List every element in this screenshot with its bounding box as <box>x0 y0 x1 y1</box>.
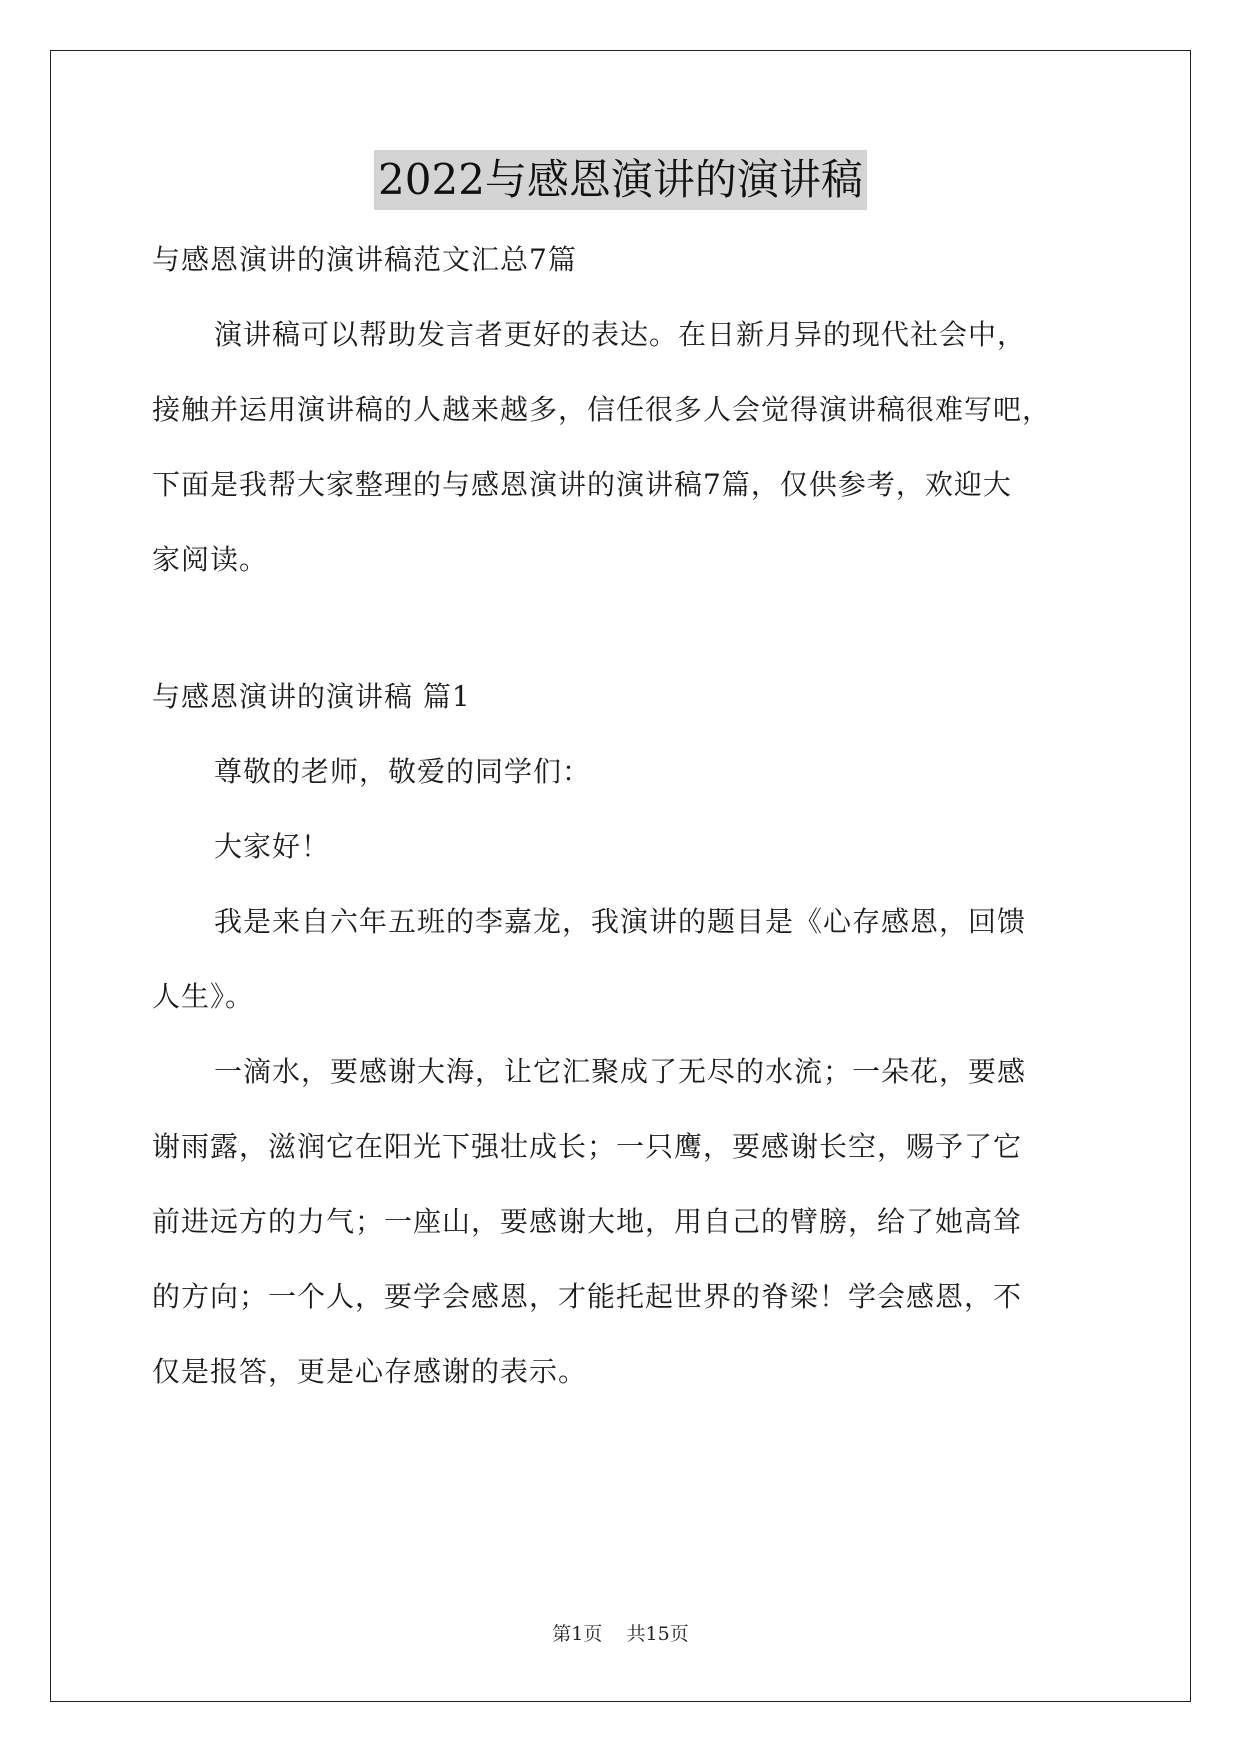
page-footer <box>0 1620 1241 1648</box>
page-number: 第1页 <box>552 1623 603 1645</box>
paragraph-line: 仅是报答，更是心存感谢的表示。 <box>152 1355 588 1388</box>
intro-line: 演讲稿可以帮助发言者更好的表达。在日新月异的现代社会中， <box>214 318 1027 351</box>
document-title: 2022与感恩演讲的演讲稿 <box>374 150 867 210</box>
intro-line: 接触并运用演讲稿的人越来越多，信任很多人会觉得演讲稿很难写吧， <box>152 393 1052 426</box>
total-pages: 共15页 <box>626 1623 689 1645</box>
intro-line: 下面是我帮大家整理的与感恩演讲的演讲稿7篇，仅供参考，欢迎大 <box>152 468 1012 501</box>
salutation: 尊敬的老师，敬爱的同学们： <box>214 755 592 788</box>
paragraph-line: 人生》。 <box>152 980 255 1013</box>
document-subtitle: 与感恩演讲的演讲稿范文汇总7篇 <box>152 243 577 276</box>
greeting: 大家好！ <box>214 830 331 863</box>
paragraph-line: 一滴水，要感谢大海，让它汇聚成了无尽的水流；一朵花，要感 <box>214 1055 1027 1088</box>
section-heading: 与感恩演讲的演讲稿 篇1 <box>152 680 471 713</box>
paragraph-line: 我是来自六年五班的李嘉龙，我演讲的题目是《心存感恩，回馈 <box>214 905 1027 938</box>
page-border <box>50 50 1191 1702</box>
intro-line: 家阅读。 <box>152 543 269 576</box>
title-container <box>0 150 1241 210</box>
paragraph-line: 的方向；一个人，要学会感恩，才能托起世界的脊梁！学会感恩，不 <box>152 1280 1023 1313</box>
paragraph-line: 谢雨露，滋润它在阳光下强壮成长；一只鹰，要感谢长空，赐予了它 <box>152 1130 1023 1163</box>
paragraph-line: 前进远方的力气；一座山，要感谢大地，用自己的臂膀，给了她高耸 <box>152 1205 1023 1238</box>
